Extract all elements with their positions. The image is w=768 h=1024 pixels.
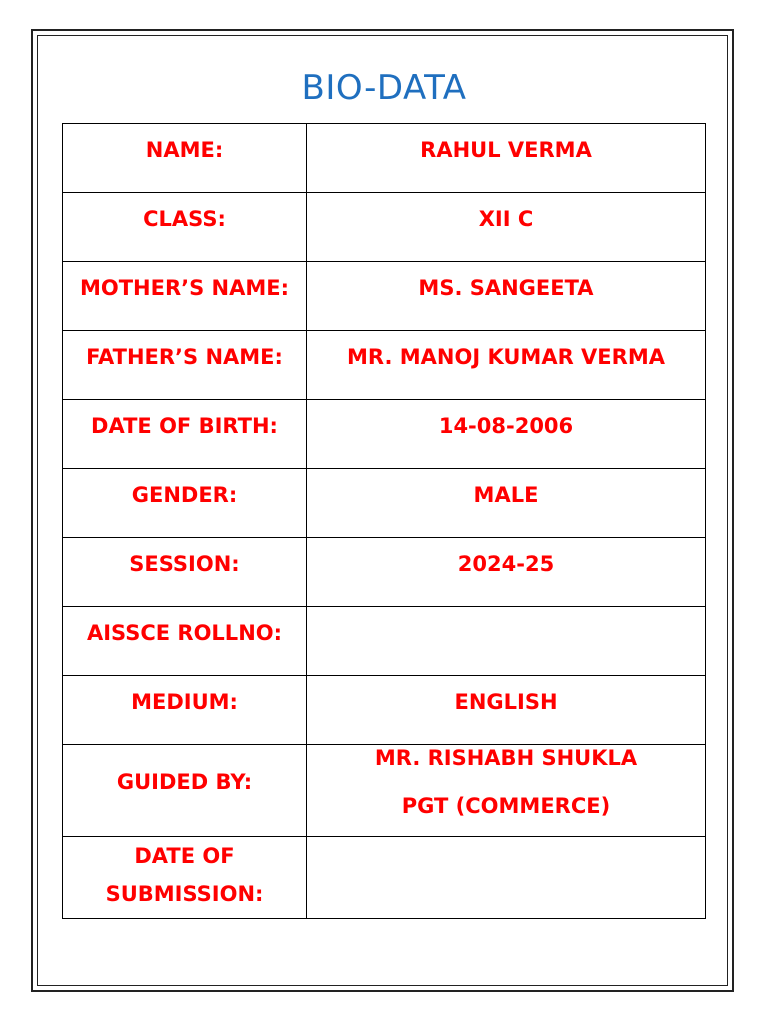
table-row-mothers-name	[63, 262, 706, 331]
field-value: 2024-25	[307, 538, 706, 607]
table-row-guided-by	[63, 745, 706, 837]
field-value	[307, 607, 706, 676]
table-row-gender	[63, 469, 706, 538]
field-value: MALE	[307, 469, 706, 538]
page-title: BIO-DATA	[301, 68, 467, 108]
field-label: AISSCE ROLLNO:	[63, 607, 307, 676]
field-label: NAME:	[63, 124, 307, 193]
field-label: FATHER’S NAME:	[63, 331, 307, 400]
table-row-class	[63, 193, 706, 262]
field-label: GENDER:	[63, 469, 307, 538]
field-label: CLASS:	[63, 193, 307, 262]
table-row-date-of-submission	[63, 837, 706, 919]
field-label: GUIDED BY:	[63, 745, 307, 837]
table-row-medium	[63, 676, 706, 745]
field-label: DATE OF SUBMISSION:	[63, 837, 307, 919]
field-value	[307, 837, 706, 919]
biodata-table	[62, 123, 706, 919]
field-value: MS. SANGEETA	[307, 262, 706, 331]
field-label: MOTHER’S NAME:	[63, 262, 307, 331]
field-value: 14-08-2006	[307, 400, 706, 469]
table-row-fathers-name	[63, 331, 706, 400]
field-value: XII C	[307, 193, 706, 262]
field-label: MEDIUM:	[63, 676, 307, 745]
table-row-name	[63, 124, 706, 193]
field-value: ENGLISH	[307, 676, 706, 745]
guide-designation: PGT (COMMERCE)	[401, 794, 611, 818]
table-row-aissce-rollno	[63, 607, 706, 676]
field-value: RAHUL VERMA	[307, 124, 706, 193]
guide-name: MR. RISHABH SHUKLA	[374, 746, 638, 770]
field-value: MR. MANOJ KUMAR VERMA	[307, 331, 706, 400]
table-row-session	[63, 538, 706, 607]
field-label: SESSION:	[63, 538, 307, 607]
table-row-date-of-birth	[63, 400, 706, 469]
field-value	[307, 745, 706, 837]
field-label: DATE OF BIRTH:	[63, 400, 307, 469]
